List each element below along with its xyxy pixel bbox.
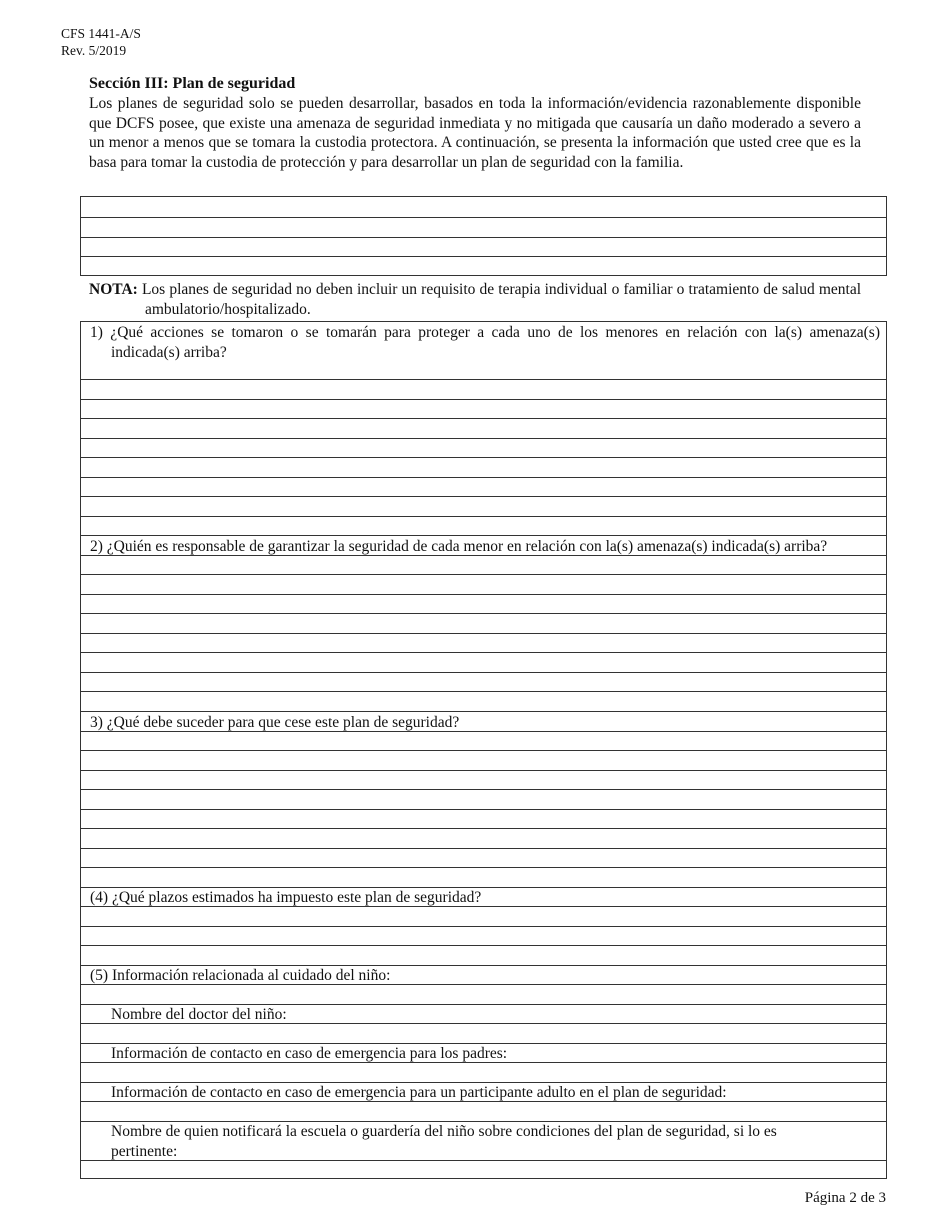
- answer-line[interactable]: [81, 867, 886, 868]
- question-5: (5) Información relacionada al cuidado del niño:: [90, 967, 391, 984]
- answer-line[interactable]: [81, 594, 886, 595]
- note-text: Los planes de seguridad no deben incluir un requisito de terapia individual o familiar o tratamiento de salud mental ambulatorio/hospitalizado.: [141, 281, 862, 318]
- note: [89, 280, 861, 319]
- questions-table: [80, 321, 887, 1179]
- form-number: CFS 1441-A/S: [61, 26, 141, 41]
- question-1: 1) ¿Qué acciones se tomaron o se tomarán para proteger a cada uno de los menores en relación con la(s) amenaza(s) indicada(s) arriba?: [90, 324, 880, 361]
- answer-line[interactable]: [81, 574, 886, 575]
- form-revision: Rev. 5/2019: [61, 43, 127, 58]
- section-intro: Los planes de seguridad solo se pueden desarrollar, basados en toda la información/evidencia razonablemente disponible que DCFS posee, que existe una amenaza de seguridad inmediata y no mitigada que causaría un daño moderado a severo a un menor a menos que se tomara la custodia protectora. A continuación, se presenta la información que usted cree que es la basa para tomar la custodia de protección y para desarrollar un plan de seguridad con la familia.: [89, 95, 861, 171]
- answer-line[interactable]: [81, 906, 886, 907]
- answer-line[interactable]: [81, 418, 886, 419]
- answer-line[interactable]: [81, 516, 886, 517]
- school-notifier-field[interactable]: [81, 1160, 886, 1161]
- page-number: Página 2 de 3: [804, 1190, 886, 1206]
- answer-line: [81, 217, 886, 218]
- answer-line[interactable]: [81, 926, 886, 927]
- school-notifier-label: Nombre de quien notificará la escuela o guardería del niño sobre condiciones del plan de seguridad, si lo es pertinente:: [111, 1123, 777, 1160]
- question-4: (4) ¿Qué plazos estimados ha impuesto este plan de seguridad?: [90, 889, 482, 906]
- basis-answer-box[interactable]: [80, 196, 887, 276]
- section-title: Sección III: Plan de seguridad: [89, 75, 296, 92]
- parent-emergency-contact-label: Información de contacto en caso de emergencia para los padres:: [111, 1045, 508, 1062]
- answer-line: [81, 237, 886, 238]
- answer-line[interactable]: [81, 613, 886, 614]
- answer-line[interactable]: [81, 750, 886, 751]
- answer-line[interactable]: [81, 379, 886, 380]
- answer-line[interactable]: [81, 399, 886, 400]
- answer-line[interactable]: [81, 535, 886, 536]
- note-label: NOTA:: [89, 281, 138, 298]
- answer-line[interactable]: [81, 438, 886, 439]
- answer-line[interactable]: [81, 809, 886, 810]
- parent-emergency-contact-field[interactable]: [81, 1062, 886, 1063]
- adult-emergency-contact-field[interactable]: [81, 1101, 886, 1102]
- answer-line[interactable]: [81, 633, 886, 634]
- answer-line[interactable]: [81, 848, 886, 849]
- answer-line[interactable]: [81, 789, 886, 790]
- answer-line[interactable]: [81, 945, 886, 946]
- answer-line[interactable]: [81, 477, 886, 478]
- answer-line[interactable]: [81, 555, 886, 556]
- answer-line[interactable]: [81, 984, 886, 985]
- answer-line[interactable]: [81, 691, 886, 692]
- answer-line[interactable]: [81, 496, 886, 497]
- answer-line[interactable]: [81, 731, 886, 732]
- answer-line[interactable]: [81, 672, 886, 673]
- question-3: 3) ¿Qué debe suceder para que cese este plan de seguridad?: [90, 714, 460, 731]
- answer-line[interactable]: [81, 457, 886, 458]
- answer-line[interactable]: [81, 828, 886, 829]
- question-2: 2) ¿Quién es responsable de garantizar la seguridad de cada menor en relación con la(s) amenaza(s) indicada(s) arriba?: [90, 538, 828, 555]
- doctor-name-field[interactable]: [81, 1023, 886, 1024]
- doctor-name-label: Nombre del doctor del niño:: [111, 1006, 287, 1023]
- answer-line[interactable]: [81, 652, 886, 653]
- answer-line: [81, 256, 886, 257]
- answer-line[interactable]: [81, 770, 886, 771]
- answer-line[interactable]: [81, 711, 886, 712]
- adult-emergency-contact-label: Información de contacto en caso de emergencia para un participante adulto en el plan de seguridad:: [111, 1084, 727, 1101]
- form-header: [61, 25, 141, 59]
